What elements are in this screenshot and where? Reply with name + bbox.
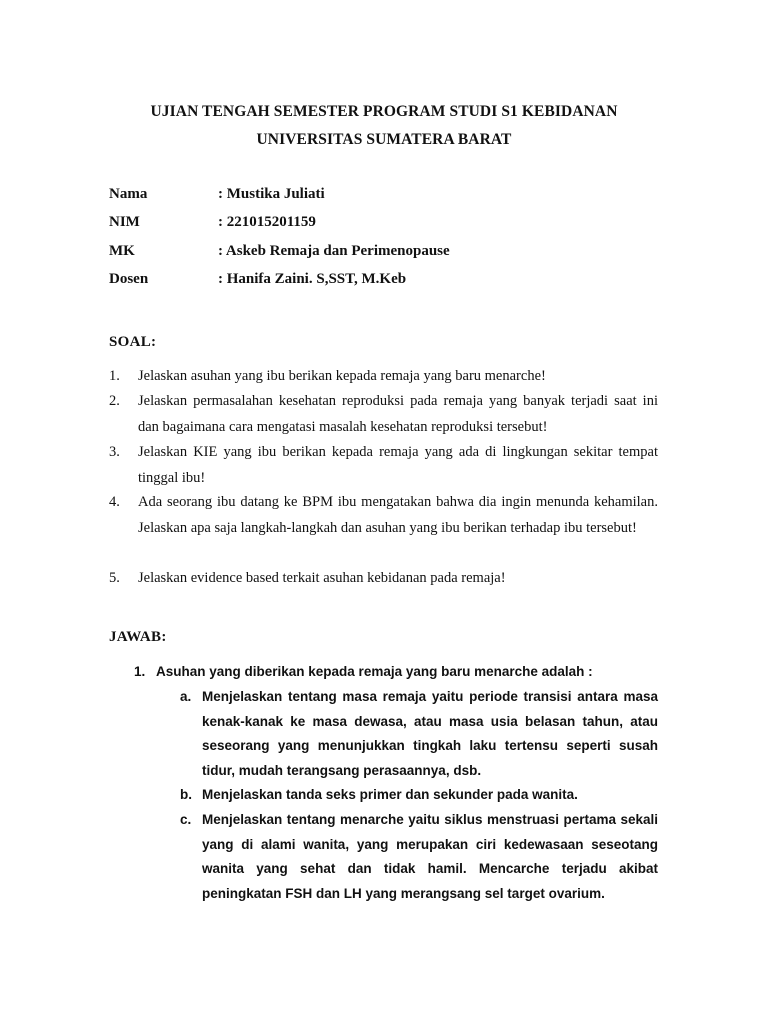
exam-title: UJIAN TENGAH SEMESTER PROGRAM STUDI S1 KEBIDANAN [150, 103, 618, 120]
identity-label: Dosen [109, 271, 149, 287]
answer-text: Asuhan yang diberikan kepada remaja yang baru menarche adalah : [156, 664, 593, 679]
answer-number: 1. [134, 664, 146, 679]
question-number: 5. [109, 570, 120, 586]
question-item [109, 389, 658, 440]
identity-label: Nama [109, 186, 148, 202]
question-number: 3. [109, 444, 120, 460]
question-text: Jelaskan asuhan yang ibu berikan kepada remaja yang baru menarche! [138, 368, 546, 384]
answer-point [180, 783, 658, 808]
identity-value: : Mustika Juliati [218, 186, 325, 202]
point-letter: b. [180, 787, 192, 802]
identity-value: : Hanifa Zaini. S,SST, M.Keb [218, 271, 407, 287]
point-text: Menjelaskan tentang masa remaja yaitu periode transisi antara masa kenak-kanak ke masa dewasa, atau masa usia belasan tahun, atau seseorang yang menunjukkan tingkah laku tertensu seperti susah tidur, mudah terangsang perasaannya, dsb. [202, 689, 658, 778]
question-text: Ada seorang ibu datang ke BPM ibu mengatakan bahwa dia ingin menunda kehamilan. Jelaskan apa saja langkah-langkah dan asuhan yang ibu berikan terhadap ibu tersebut! [138, 494, 658, 536]
soal-heading: SOAL: [109, 334, 157, 350]
question-item [109, 440, 658, 491]
point-text: Menjelaskan tentang menarche yaitu siklus menstruasi pertama sekali yang di alami wanita, yang merupakan ciri kedewasaan seseotang wanita yang sehat dan tidak hamil. Mencarche terjadu akibat peningkatan FSH dan LH yang merangsang sel target ovarium. [202, 812, 658, 901]
question-number: 4. [109, 494, 120, 510]
university-name: UNIVERSITAS SUMATERA BARAT [256, 131, 512, 148]
question-item [109, 490, 658, 541]
point-letter: a. [180, 689, 192, 704]
answer-point [180, 808, 658, 906]
point-text: Menjelaskan tanda seks primer dan sekunder pada wanita. [202, 787, 578, 802]
question-text: Jelaskan permasalahan kesehatan reproduksi pada remaja yang banyak terjadi saat ini dan bagaimana cara mengatasi masalah kesehatan reproduksi tersebut! [138, 393, 658, 435]
point-letter: c. [180, 812, 192, 827]
question-text: Jelaskan evidence based terkait asuhan kebidanan pada remaja! [138, 570, 506, 586]
identity-value: : Askeb Remaja dan Perimenopause [218, 243, 450, 259]
question-number: 1. [109, 368, 120, 384]
question-item [109, 566, 658, 592]
identity-value: : 221015201159 [218, 214, 316, 230]
identity-label: NIM [109, 214, 140, 230]
question-item [109, 364, 658, 390]
jawab-heading: JAWAB: [109, 629, 167, 645]
answer-point [180, 685, 658, 783]
question-number: 2. [109, 393, 120, 409]
question-text: Jelaskan KIE yang ibu berikan kepada remaja yang ada di lingkungan sekitar tempat tinggal ibu! [138, 444, 658, 486]
identity-label: MK [109, 243, 135, 259]
